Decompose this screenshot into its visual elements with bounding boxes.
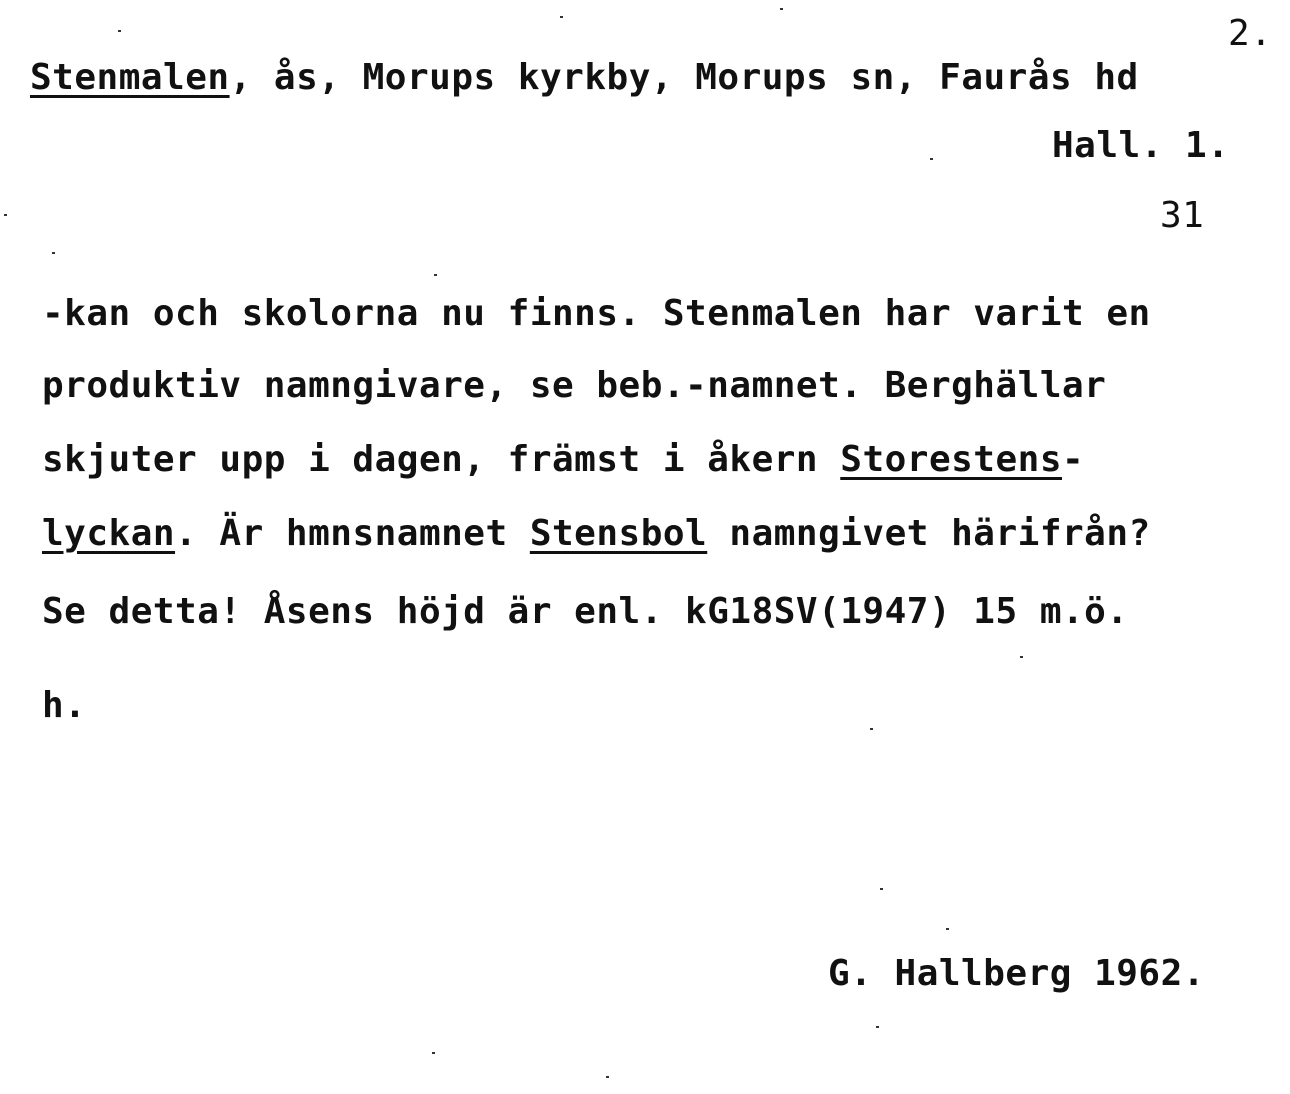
- speck: [780, 8, 783, 10]
- speck: [4, 214, 7, 216]
- field-name-storestens: Storestens: [840, 439, 1063, 480]
- body-line-5: Se detta! Åsens höjd är enl. kG18SV(1947) 15 m.ö.: [42, 591, 1129, 632]
- body-line-2: produktiv namngivare, se beb.-namnet. Berghällar: [42, 365, 1107, 406]
- speck: [606, 1076, 609, 1078]
- speck: [870, 728, 873, 730]
- heading-line: [30, 58, 1139, 98]
- heading-location: , ås, Morups kyrkby, Morups sn, Faurås hd: [229, 57, 1139, 98]
- signature: G. Hallberg 1962.: [828, 953, 1205, 994]
- speck: [52, 252, 55, 254]
- body-line-3: [42, 440, 1084, 480]
- speck: [930, 158, 933, 160]
- body-line-4-text: . Är hmnsnamnet: [175, 513, 530, 554]
- card-number: 31: [1160, 195, 1205, 236]
- field-name-lyckan: lyckan: [42, 513, 176, 554]
- speck: [432, 1052, 435, 1054]
- speck: [434, 274, 437, 276]
- body-line-4-question: namngivet härifrån?: [707, 513, 1151, 554]
- place-name-stensbol: Stensbol: [529, 513, 708, 554]
- speck: [560, 16, 563, 18]
- speck: [1020, 656, 1023, 658]
- speck: [118, 30, 121, 32]
- place-name: Stenmalen: [30, 57, 230, 98]
- body-line-6: h.: [42, 685, 87, 726]
- hyphen: -: [1062, 439, 1085, 480]
- body-line-3-text: skjuter upp i dagen, främst i åkern: [42, 439, 841, 480]
- speck: [946, 928, 949, 930]
- body-line-4: [42, 514, 1151, 554]
- province-code: Hall. 1.: [1052, 125, 1230, 166]
- body-line-1: -kan och skolorna nu finns. Stenmalen har varit en: [42, 293, 1151, 334]
- speck: [876, 1026, 879, 1028]
- speck: [880, 888, 883, 890]
- page-number: 2.: [1228, 13, 1273, 54]
